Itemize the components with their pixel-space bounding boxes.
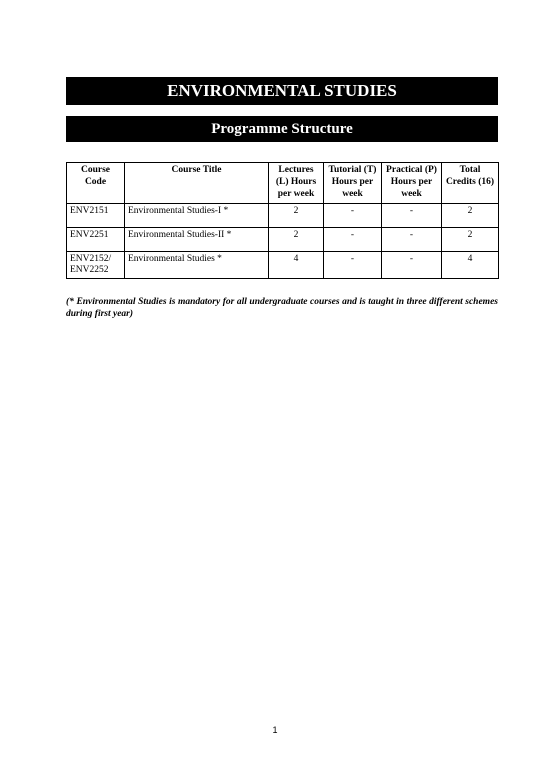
section-title-banner <box>66 116 498 142</box>
cell-lectures: 4 <box>269 251 324 279</box>
table-header-row <box>67 163 499 204</box>
cell-tutorial: - <box>324 251 382 279</box>
footnote: (* Environmental Studies is mandatory for all undergraduate courses and is taught in three different schemes during first year) <box>66 297 498 320</box>
cell-course-code: ENV2251 <box>67 227 125 251</box>
cell-course-title: Environmental Studies-II * <box>125 227 269 251</box>
cell-course-code: ENV2152/ ENV2252 <box>67 251 125 279</box>
document-title: ENVIRONMENTAL STUDIES <box>167 81 397 100</box>
header-course-code: Course Code <box>67 163 125 204</box>
header-course-title: Course Title <box>125 163 269 204</box>
table-row <box>67 251 499 279</box>
cell-lectures: 2 <box>269 203 324 227</box>
header-tutorial: Tutorial (T) Hours per week <box>324 163 382 204</box>
programme-structure-table <box>66 162 499 279</box>
cell-course-title: Environmental Studies-I * <box>125 203 269 227</box>
table-row <box>67 227 499 251</box>
header-total-credits: Total Credits (16) <box>442 163 499 204</box>
page-number: 1 <box>272 725 278 735</box>
cell-tutorial: - <box>324 227 382 251</box>
cell-total-credits: 2 <box>442 227 499 251</box>
cell-total-credits: 4 <box>442 251 499 279</box>
cell-lectures: 2 <box>269 227 324 251</box>
cell-tutorial: - <box>324 203 382 227</box>
cell-practical: - <box>382 251 442 279</box>
cell-course-code: ENV2151 <box>67 203 125 227</box>
table-row <box>67 203 499 227</box>
document-title-banner <box>66 77 498 105</box>
cell-total-credits: 2 <box>442 203 499 227</box>
cell-course-title: Environmental Studies * <box>125 251 269 279</box>
cell-practical: - <box>382 227 442 251</box>
header-practical: Practical (P) Hours per week <box>382 163 442 204</box>
cell-practical: - <box>382 203 442 227</box>
section-title: Programme Structure <box>211 121 353 137</box>
header-lectures: Lectures (L) Hours per week <box>269 163 324 204</box>
